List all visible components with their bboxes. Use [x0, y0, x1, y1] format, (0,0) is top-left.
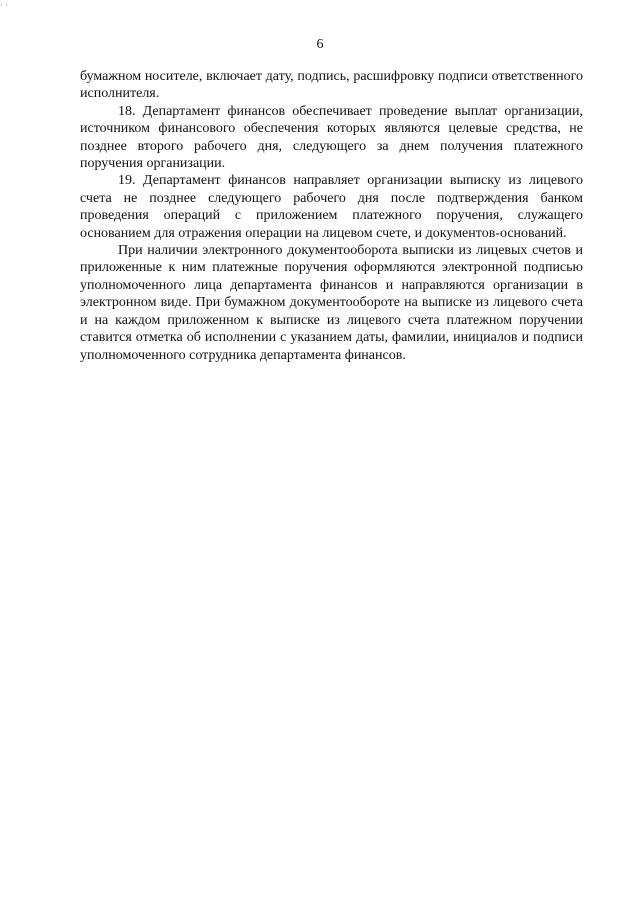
paragraph-electronic-workflow: При наличии электронного документооборота выписки из лицевых счетов и приложенные к ним платежные поручения оформляются электронной подписью уполномоченного лица департамента финансов и направляются организации в электронном виде. При бумажном документообороте на выписке из лицевого счета и на каждом приложенном к выписке из лицевого счета платежном поручении ставится отметка об исполнении с указанием даты, фамилии, инициалов и подписи уполномоченного сотрудника департамента финансов.: [80, 243, 583, 363]
paragraph-item-19: 19. Департамент финансов направляет организации выписку из лицевого счета не позднее следующего рабочего дня после подтверждения банком проведения операций с приложением платежного поручения, служащего основанием для отражения операции на лицевом счете, и документов-оснований.: [80, 173, 583, 241]
paragraph-continuation: бумажном носителе, включает дату, подпись, расшифровку подписи ответственного исполнителя.: [80, 69, 583, 102]
document-body: [80, 68, 583, 364]
page-number: 6: [316, 37, 324, 52]
paragraph-item-18: 18. Департамент финансов обеспечивает проведение выплат организации, источником финансового обеспечения которых являются целевые средства, не позднее второго рабочего дня, следующего за днем получения платежного поручения организации.: [80, 103, 583, 172]
scan-corner-mark: · ·: [0, 0, 9, 10]
